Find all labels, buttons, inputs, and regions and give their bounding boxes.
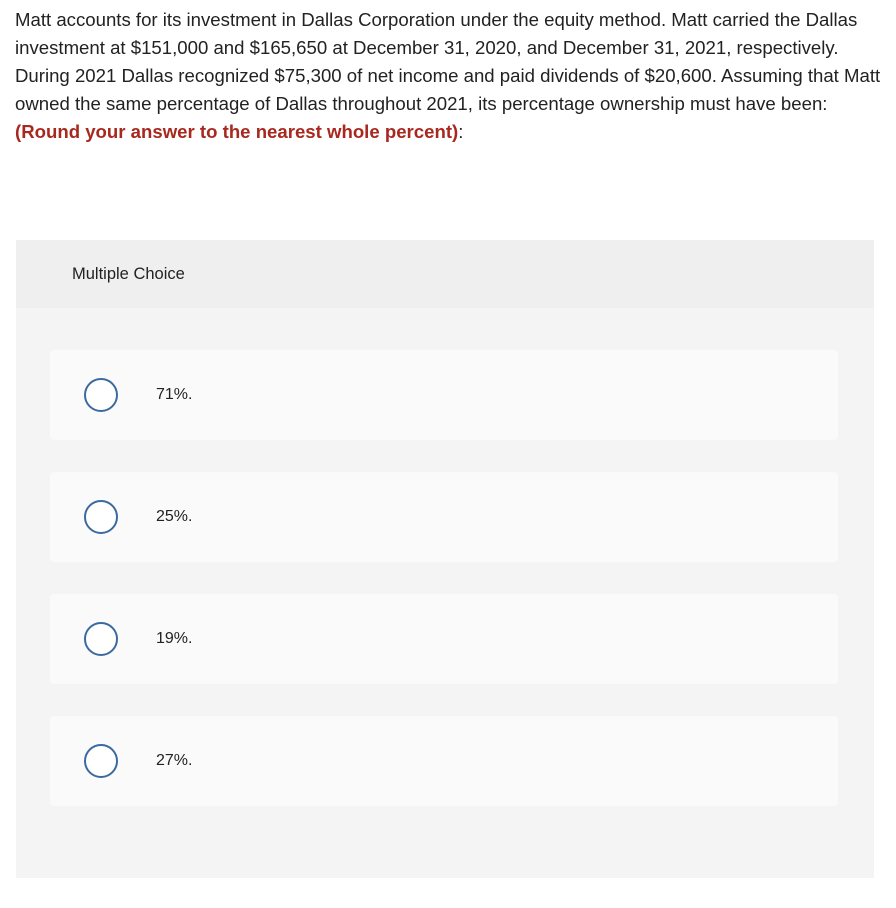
radio-circle-icon[interactable] (84, 500, 118, 534)
radio-circle-icon[interactable] (84, 744, 118, 778)
option-label: 25%. (156, 508, 193, 525)
multiple-choice-header (16, 240, 874, 308)
option-label: 27%. (156, 752, 193, 769)
option-label: 71%. (156, 386, 193, 403)
option-2[interactable] (50, 472, 838, 562)
radio-circle-icon[interactable] (84, 622, 118, 656)
multiple-choice-title: Multiple Choice (72, 264, 185, 283)
rounding-hint: (Round your answer to the nearest whole percent) (15, 121, 459, 142)
option-3[interactable] (50, 594, 838, 684)
options-list (16, 308, 874, 878)
option-label: 19%. (156, 630, 193, 647)
question-text (15, 6, 881, 146)
option-1[interactable] (50, 350, 838, 440)
question-body: Matt accounts for its investment in Dallas Corporation under the equity method. Matt carried the Dallas investment at $151,000 and $165,650 at December 31, 2020, and December 31, 2021, respectively. During 2021 Dallas recognized $75,300 of net income and paid dividends of $20,600. Assuming that Matt owned the same percentage of Dallas throughout 2021, its percentage ownership must have been: (15, 9, 881, 114)
question-suffix: : (458, 121, 464, 142)
radio-circle-icon[interactable] (84, 378, 118, 412)
option-4[interactable] (50, 716, 838, 806)
multiple-choice-panel (16, 240, 874, 878)
